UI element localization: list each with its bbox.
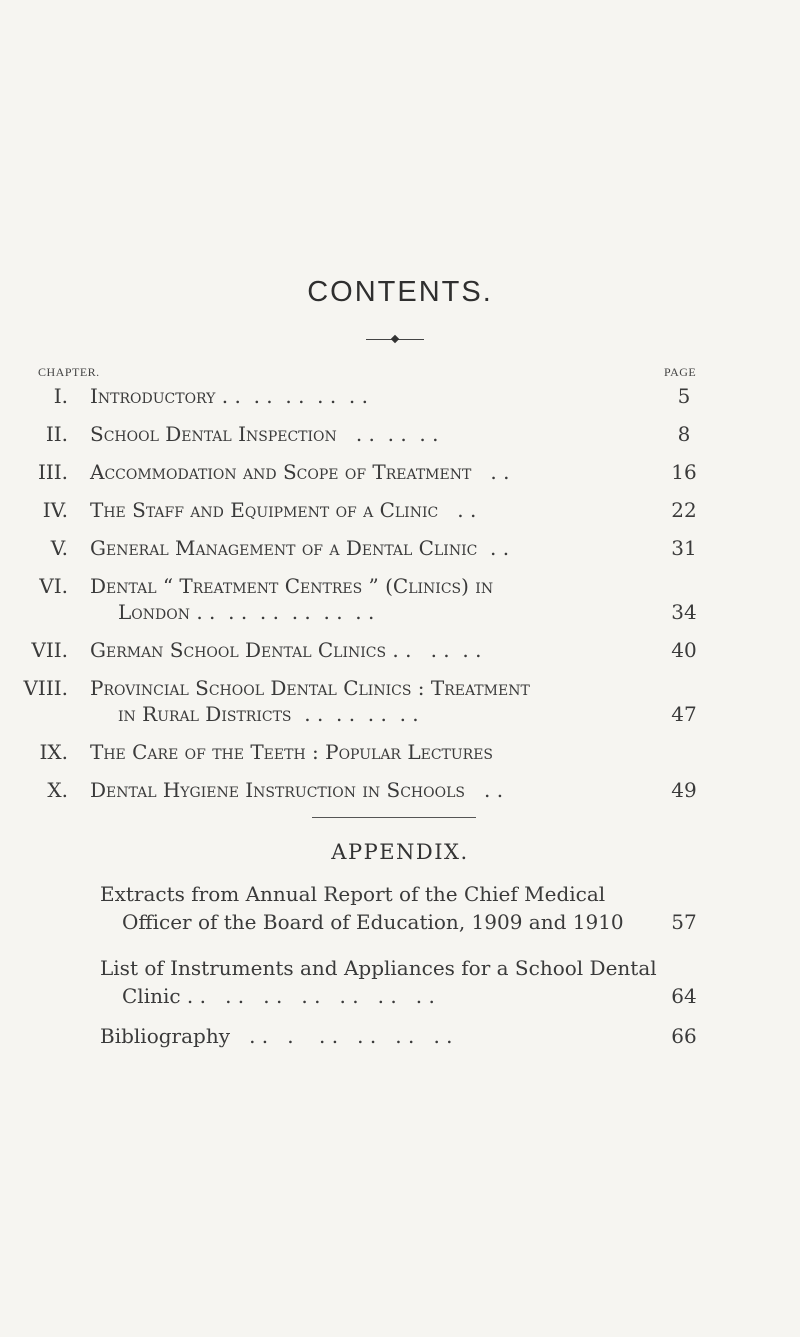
page-number: 66: [671, 1024, 697, 1048]
chapter-column-header: CHAPTER.: [38, 365, 100, 379]
chapter-title: School Dental Inspection . . . . . .: [90, 422, 439, 446]
chapter-title: Dental Hygiene Instruction in Schools . .: [90, 778, 504, 802]
diamond-icon: [391, 335, 399, 343]
chapter-number: VI.: [39, 574, 68, 598]
page-number: 49: [671, 778, 697, 802]
appendix-item-text: Bibliography . . . . . . . . . . .: [100, 1024, 453, 1048]
chapter-number: X.: [47, 778, 68, 802]
chapter-number: VIII.: [23, 676, 68, 700]
page-number: 8: [677, 422, 691, 446]
chapter-title: The Care of the Teeth : Popular Lectures: [90, 740, 494, 764]
chapter-number: IX.: [39, 740, 68, 764]
page-number: 57: [671, 910, 697, 934]
chapter-title: Dental “ Treatment Centres ” (Clinics) in London . . . . . . . . . . . .: [90, 574, 494, 624]
chapter-number: III.: [37, 460, 68, 484]
chapter-title: General Management of a Dental Clinic . .: [90, 536, 510, 560]
chapter-title: Introductory . . . . . . . . . .: [90, 384, 368, 408]
appendix-item-text: List of Instruments and Appliances for a School Dental Clinic . . . . . . . . . . . . . .: [100, 956, 657, 1008]
page-number: 34: [671, 600, 697, 624]
page-column-header: PAGE: [664, 365, 697, 379]
page-title: CONTENTS.: [307, 276, 493, 308]
chapter-number: I.: [53, 384, 68, 408]
page-number: 47: [671, 702, 697, 726]
page-number: 31: [671, 536, 697, 560]
chapter-number: V.: [50, 536, 68, 560]
chapter-number: II.: [45, 422, 68, 446]
title-ornament: [366, 336, 424, 344]
chapter-title: The Staff and Equipment of a Clinic . .: [90, 498, 477, 522]
page-number: 5: [677, 384, 691, 408]
section-divider: [312, 817, 476, 818]
page-number: 22: [671, 498, 697, 522]
chapter-title: Provincial School Dental Clinics : Treatment in Rural Districts . . . . . . . .: [90, 676, 530, 726]
chapter-number: IV.: [42, 498, 68, 522]
chapter-title: Accommodation and Scope of Treatment . .: [90, 460, 510, 484]
appendix-title: APPENDIX.: [331, 840, 469, 864]
appendix-item-text: Extracts from Annual Report of the Chief Medical Officer of the Board of Education, 1909 and 1910: [100, 882, 624, 934]
page-number: 16: [671, 460, 697, 484]
page-number: 40: [671, 638, 697, 662]
chapter-title: German School Dental Clinics . . . . . .: [90, 638, 482, 662]
chapter-number: VII.: [31, 638, 68, 662]
page-number: 64: [671, 984, 697, 1008]
